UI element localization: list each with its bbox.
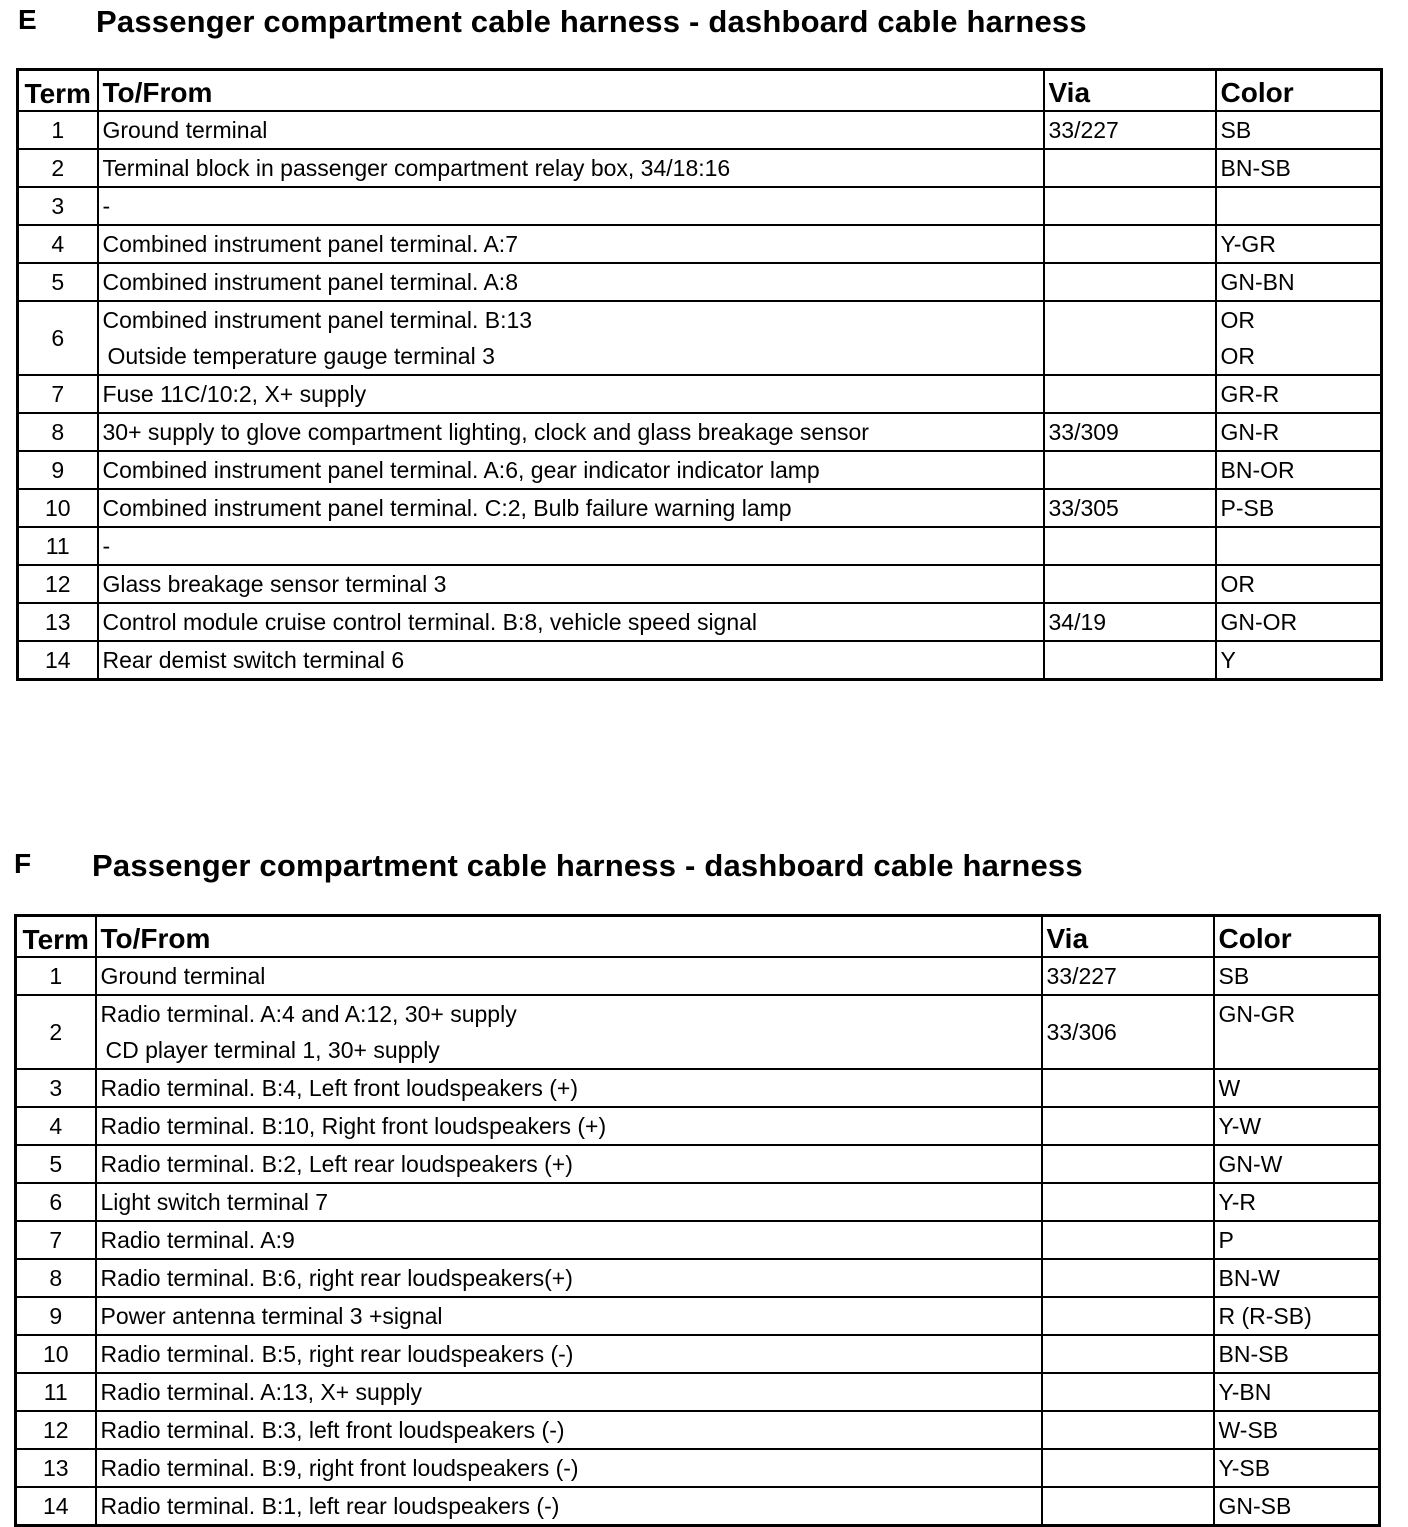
tofrom-text: Combined instrument panel terminal. B:13 [102,307,533,333]
tofrom-text: Power antenna terminal 3 +signal [100,1303,443,1329]
via-text [1049,528,1211,564]
cell-tofrom [98,527,1044,565]
tofrom-text: Radio terminal. B:3, left front loudspeakers (-) [100,1417,565,1443]
via-text [1049,452,1211,488]
via-text [1047,1412,1209,1448]
cell-color [1216,263,1382,301]
color-code: OR [1220,343,1255,369]
table-row [18,641,1382,680]
tofrom-text: Radio terminal. B:4, Left front loudspeakers (+) [100,1075,578,1101]
term-number: 9 [49,1303,63,1329]
cell-tofrom [96,1107,1042,1145]
tofrom-text: Light switch terminal 7 [100,1189,329,1215]
via-text [1049,226,1211,262]
table-row [18,187,1382,225]
header-color: Color [1216,70,1382,112]
color-code: R (R-SB) [1218,1303,1312,1329]
section-e [0,0,1408,673]
tofrom-text: Radio terminal. B:5, right rear loudspeakers (-) [100,1341,574,1367]
table-row [16,1183,1380,1221]
color-code: GN-OR [1220,609,1298,635]
table-row [16,1069,1380,1107]
cell-via [1042,1411,1214,1449]
cell-term [16,957,96,995]
cell-color [1214,1183,1380,1221]
term-number: 14 [44,647,71,673]
tofrom-text: Radio terminal. A:13, X+ supply [100,1379,423,1405]
cell-via [1044,149,1216,187]
term-number: 6 [51,325,65,351]
cell-via [1044,225,1216,263]
cell-tofrom [98,413,1044,451]
cell-tofrom [96,1069,1042,1107]
tofrom-text: 30+ supply to glove compartment lighting, clock and glass breakage sensor [102,419,869,445]
term-number: 11 [43,1379,68,1405]
cell-tofrom [98,375,1044,413]
cell-via [1044,187,1216,225]
cell-term [18,451,98,489]
table-row [18,111,1382,149]
color-code: Y-BN [1218,1379,1272,1405]
cell-term [16,1259,96,1297]
via-text: 34/19 [1048,609,1107,635]
term-number: 4 [51,231,65,257]
harness-table-e [16,68,1383,681]
term-number: 14 [42,1493,69,1519]
section-title: Passenger compartment cable harness - dashboard cable harness [92,848,1083,883]
cell-via [1042,1183,1214,1221]
color-code: GN-BN [1220,269,1295,295]
table-row [16,1297,1380,1335]
term-number: 6 [49,1189,63,1215]
tofrom-text: Radio terminal. B:6, right rear loudspeakers(+) [100,1265,573,1291]
tofrom-text: Combined instrument panel terminal. A:7 [102,231,518,257]
cell-via [1044,603,1216,641]
tofrom-text: - [102,193,111,219]
header-via: Via [1042,916,1214,958]
cell-tofrom [96,1335,1042,1373]
cell-tofrom [98,641,1044,680]
via-text [1049,264,1211,300]
cell-color [1216,187,1382,225]
term-number: 8 [51,419,65,445]
cell-tofrom [96,1259,1042,1297]
via-text [1049,376,1211,412]
via-text [1047,1184,1209,1220]
cell-via [1044,375,1216,413]
cell-term [16,1449,96,1487]
cell-tofrom [96,1297,1042,1335]
cell-term [16,1411,96,1449]
table-row [18,149,1382,187]
term-number: 8 [49,1265,63,1291]
cell-term [16,1487,96,1526]
cell-term [18,527,98,565]
cell-tofrom [98,451,1044,489]
cell-tofrom [98,187,1044,225]
cell-via [1044,263,1216,301]
header-via: Via [1044,70,1216,112]
cell-term [16,1145,96,1183]
cell-term [16,1221,96,1259]
cell-via [1044,641,1216,680]
cell-tofrom [98,263,1044,301]
tofrom-text: Terminal block in passenger compartment relay box, 34/18:16 [102,155,731,181]
tofrom-text: Ground terminal [100,963,266,989]
color-code: Y-W [1218,1113,1262,1139]
cell-color [1214,1221,1380,1259]
tofrom-text: Radio terminal. A:4 and A:12, 30+ supply [100,1001,517,1027]
table-row [18,603,1382,641]
header-tofrom: To/From [98,70,1044,112]
cell-via [1042,995,1214,1069]
tofrom-text: Control module cruise control terminal. B:8, vehicle speed signal [102,609,758,635]
cell-color [1216,603,1382,641]
table-row [16,957,1380,995]
cell-term [18,301,98,375]
cell-term [18,111,98,149]
color-code: P-SB [1220,495,1275,521]
table-row [16,1145,1380,1183]
term-number: 4 [49,1113,63,1139]
table-row [16,1107,1380,1145]
cell-via [1042,1373,1214,1411]
color-code: BN-W [1218,1265,1280,1291]
cell-tofrom [96,995,1042,1069]
cell-color [1214,1259,1380,1297]
cell-tofrom [96,1487,1042,1526]
cell-via [1042,1107,1214,1145]
cell-color [1216,451,1382,489]
tofrom-text: Combined instrument panel terminal. C:2, Bulb failure warning lamp [102,495,792,521]
cell-tofrom [98,225,1044,263]
via-text [1047,1336,1209,1372]
cell-tofrom [96,1411,1042,1449]
color-code: GR-R [1220,381,1280,407]
via-text [1047,1260,1209,1296]
color-code: Y [1220,647,1236,673]
via-text [1047,1070,1209,1106]
term-number: 12 [42,1417,69,1443]
color-code: GN-GR [1218,1001,1296,1027]
cell-color [1216,111,1382,149]
cell-tofrom [96,1183,1042,1221]
cell-color [1214,1297,1380,1335]
cell-term [16,1297,96,1335]
color-code: W [1218,1075,1241,1101]
color-code: BN-SB [1220,155,1291,181]
tofrom-text: - [102,533,111,559]
table-body [16,957,1380,1526]
table-row [18,301,1382,375]
via-text [1049,642,1211,678]
cell-color [1216,225,1382,263]
cell-color [1214,995,1380,1069]
via-text: 33/306 [1046,1019,1117,1045]
cell-term [16,1183,96,1221]
term-number: 7 [49,1227,63,1253]
table-row [16,1449,1380,1487]
table-row [16,1487,1380,1526]
cell-color [1216,301,1382,375]
cell-via [1042,1487,1214,1526]
color-code: OR [1220,571,1255,597]
cell-term [18,489,98,527]
cell-term [18,603,98,641]
table-row [16,1373,1380,1411]
color-code [1221,188,1377,224]
cell-color [1214,1145,1380,1183]
table-header-row [16,916,1380,958]
tofrom-text: Glass breakage sensor terminal 3 [102,571,447,597]
cell-term [18,641,98,680]
cell-tofrom [98,301,1044,375]
color-code: GN-SB [1218,1493,1292,1519]
cell-via [1042,1069,1214,1107]
color-code: P [1218,1227,1234,1253]
term-number: 3 [49,1075,63,1101]
via-text: 33/227 [1048,117,1119,143]
section-f [0,844,1408,1519]
cell-color [1216,565,1382,603]
cell-tofrom [98,603,1044,641]
cell-color [1216,527,1382,565]
tofrom-text: Radio terminal. B:9, right front loudspeakers (-) [100,1455,579,1481]
cell-term [18,413,98,451]
cell-term [18,375,98,413]
color-code: BN-OR [1220,457,1295,483]
cell-tofrom [96,1145,1042,1183]
via-text [1047,1450,1209,1486]
header-color: Color [1214,916,1380,958]
cell-color [1214,1069,1380,1107]
via-text [1049,188,1211,224]
cell-tofrom [98,489,1044,527]
cell-color [1214,1487,1380,1526]
table-row [16,1221,1380,1259]
cell-color [1216,375,1382,413]
cell-color [1214,1411,1380,1449]
term-number: 10 [44,495,71,521]
color-code: SB [1220,117,1252,143]
term-number: 7 [51,381,65,407]
term-number: 3 [51,193,65,219]
cell-term [18,565,98,603]
tofrom-text: Outside temperature gauge terminal 3 [107,343,495,369]
table-row [18,489,1382,527]
harness-table-f [14,914,1381,1527]
cell-color [1214,957,1380,995]
cell-via [1042,1335,1214,1373]
color-code: W-SB [1218,1417,1279,1443]
cell-via [1042,1259,1214,1297]
term-number: 13 [42,1455,69,1481]
via-text [1047,1108,1209,1144]
header-term: Term [16,916,96,958]
table-row [18,375,1382,413]
cell-color [1214,1449,1380,1487]
cell-via [1042,1221,1214,1259]
table-row [18,263,1382,301]
cell-via [1042,957,1214,995]
color-code: Y-R [1218,1189,1256,1215]
cell-color [1216,641,1382,680]
tofrom-text: Radio terminal. B:1, left rear loudspeakers (-) [100,1493,560,1519]
color-code: Y-GR [1220,231,1276,257]
tofrom-text: CD player terminal 1, 30+ supply [105,1037,440,1063]
cell-term [18,187,98,225]
via-text [1047,1488,1209,1524]
cell-tofrom [96,957,1042,995]
table-body [18,111,1382,680]
via-text [1047,1222,1209,1258]
section-letter: E [18,4,37,35]
cell-tofrom [98,565,1044,603]
cell-term [16,1107,96,1145]
term-number: 5 [51,269,65,295]
cell-term [16,1069,96,1107]
term-number: 11 [45,533,70,559]
table-row [18,565,1382,603]
table-row [18,413,1382,451]
color-code: BN-SB [1218,1341,1289,1367]
term-number: 2 [49,1019,63,1045]
via-text [1049,150,1211,186]
cell-tofrom [98,111,1044,149]
table-row [16,995,1380,1069]
cell-color [1216,413,1382,451]
via-text [1049,566,1211,602]
color-code: GN-R [1220,419,1280,445]
color-code [1221,528,1377,564]
cell-via [1044,413,1216,451]
tofrom-text: Ground terminal [102,117,268,143]
color-code: Y-SB [1218,1455,1271,1481]
cell-via [1044,565,1216,603]
color-code: GN-W [1218,1151,1283,1177]
cell-term [18,149,98,187]
section-letter: F [14,848,32,879]
cell-term [18,263,98,301]
cell-tofrom [96,1449,1042,1487]
cell-via [1044,489,1216,527]
table-row [16,1259,1380,1297]
via-text [1047,1146,1209,1182]
term-number: 2 [51,155,65,181]
color-code: OR [1220,307,1255,333]
tofrom-text: Combined instrument panel terminal. A:6, gear indicator indicator lamp [102,457,820,483]
cell-via [1044,301,1216,375]
table-row [18,225,1382,263]
via-text [1047,1374,1209,1410]
term-number: 9 [51,457,65,483]
cell-color [1214,1335,1380,1373]
cell-via [1044,451,1216,489]
cell-tofrom [96,1221,1042,1259]
term-number: 13 [44,609,71,635]
cell-via [1042,1297,1214,1335]
via-text: 33/305 [1048,495,1119,521]
section-heading [0,844,1408,910]
table-row [18,527,1382,565]
color-code: SB [1218,963,1250,989]
term-number: 5 [49,1151,63,1177]
cell-term [16,995,96,1069]
tofrom-text: Radio terminal. B:2, Left rear loudspeakers (+) [100,1151,573,1177]
via-text [1047,1298,1209,1334]
cell-color [1214,1107,1380,1145]
via-text: 33/309 [1048,419,1119,445]
cell-color [1214,1373,1380,1411]
cell-term [16,1373,96,1411]
section-heading [0,0,1408,66]
tofrom-text: Rear demist switch terminal 6 [102,647,405,673]
via-text: 33/227 [1046,963,1117,989]
header-term: Term [18,70,98,112]
cell-tofrom [96,1373,1042,1411]
table-row [16,1335,1380,1373]
term-number: 1 [49,963,63,989]
cell-color [1216,489,1382,527]
term-number: 10 [42,1341,69,1367]
cell-via [1042,1449,1214,1487]
tofrom-text: Radio terminal. A:9 [100,1227,295,1253]
cell-via [1044,111,1216,149]
cell-term [16,1335,96,1373]
table-row [16,1411,1380,1449]
via-text [1049,320,1211,356]
cell-via [1044,527,1216,565]
tofrom-text: Radio terminal. B:10, Right front loudspeakers (+) [100,1113,607,1139]
cell-via [1042,1145,1214,1183]
table-header-row [18,70,1382,112]
section-title: Passenger compartment cable harness - dashboard cable harness [96,4,1087,39]
table-row [18,451,1382,489]
tofrom-text: Fuse 11C/10:2, X+ supply [102,381,367,407]
cell-term [18,225,98,263]
color-code [1219,1032,1375,1068]
cell-color [1216,149,1382,187]
term-number: 12 [44,571,71,597]
term-number: 1 [51,117,65,143]
header-tofrom: To/From [96,916,1042,958]
tofrom-text: Combined instrument panel terminal. A:8 [102,269,518,295]
cell-tofrom [98,149,1044,187]
